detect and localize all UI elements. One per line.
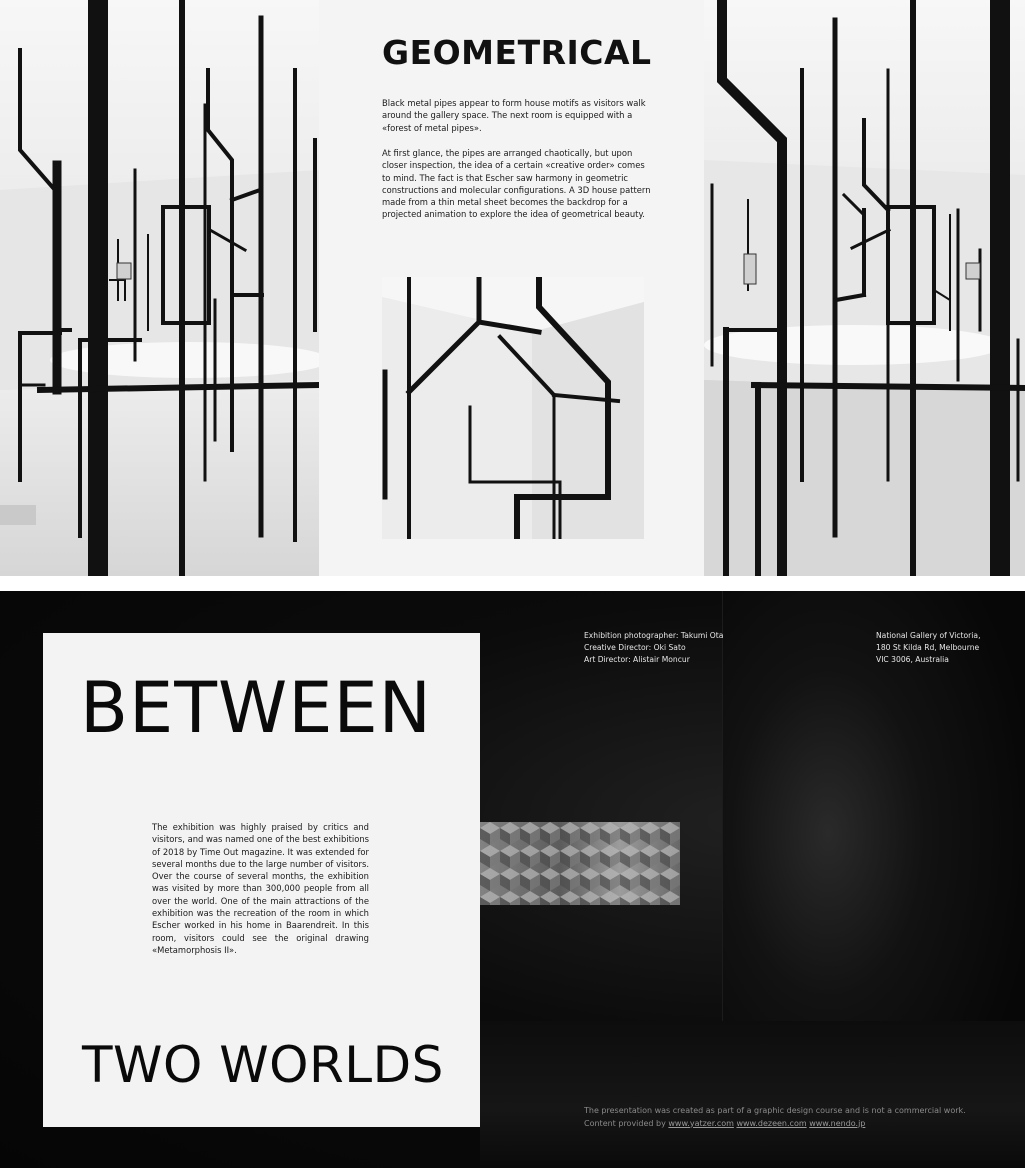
title-between: BETWEEN (80, 667, 433, 749)
title-card (43, 633, 480, 1127)
link-nendo[interactable]: www.nendo.jp (809, 1118, 866, 1128)
description-paragraph: At first glance, the pipes are arranged chaotically, but upon closer inspection, the idea of a certain «creative order» comes to mind. The fact is that Escher saw harmony in geometric constructions and molecular configurations. A 3D house pattern made from a thin metal sheet becomes the backdrop for a projected animation to explore the idea of geometrical beauty. (382, 148, 651, 220)
tessellation-pattern (480, 822, 680, 905)
pipes-illustration-right (704, 0, 1025, 576)
exhibition-description: The exhibition was highly praised by critics and visitors, and was named one of the best exhibitions of 2018 by Time Out magazine. It was extended for several months due to the large number of visitors. Over the course of several months, the exhibition was visited by more than 300,000 people from all over the world. One of the main attractions of the exhibition was the recreation of the room in which Escher worked in his home in Baarendreit. In this room, visitors could see the original drawing «Metamorphosis II». (152, 822, 369, 955)
metamorphosis-tessellation-artwork (480, 822, 680, 905)
pipes-gallery-photo-right (704, 0, 1025, 576)
credit-art-director: Art Director: Alistair Moncur (584, 655, 690, 664)
geometrical-spread (0, 0, 1025, 576)
address-line-3: VIC 3006, Australia (876, 655, 949, 664)
geometrical-text-column (319, 0, 704, 576)
geometrical-heading: GEOMETRICAL (382, 33, 652, 72)
pipes-gallery-photo-left (0, 0, 319, 576)
dark-room-floor (480, 1021, 1025, 1168)
house-pipes-photo (382, 277, 644, 539)
credit-creative-director: Creative Director: Oki Sato (584, 643, 686, 652)
address-line-2: 180 St Kilda Rd, Melbourne (876, 643, 980, 652)
address-line-1: National Gallery of Victoria, (876, 631, 981, 640)
credits-block (584, 630, 814, 666)
credit-photographer: Exhibition photographer: Takumi Ota (584, 631, 724, 640)
link-yatzer[interactable]: www.yatzer.com (668, 1118, 734, 1128)
house-pipes-illustration (382, 277, 644, 539)
intro-paragraph: Black metal pipes appear to form house motifs as visitors walk around the gallery space. The next room is equipped with a «forest of metal pipes». (382, 98, 646, 133)
sources-prefix: Content provided by (584, 1118, 666, 1128)
title-two-worlds: TWO WORLDS (82, 1036, 444, 1094)
pipes-illustration-left (0, 0, 319, 576)
sources-line (584, 1118, 1004, 1131)
disclaimer-line: The presentation was created as part of a graphic design course and is not a commercial work. (584, 1106, 966, 1115)
between-two-worlds-spread (0, 591, 1025, 1168)
link-dezeen[interactable]: www.dezeen.com (736, 1118, 807, 1128)
disclaimer (584, 1105, 1004, 1130)
venue-address (876, 630, 1016, 666)
